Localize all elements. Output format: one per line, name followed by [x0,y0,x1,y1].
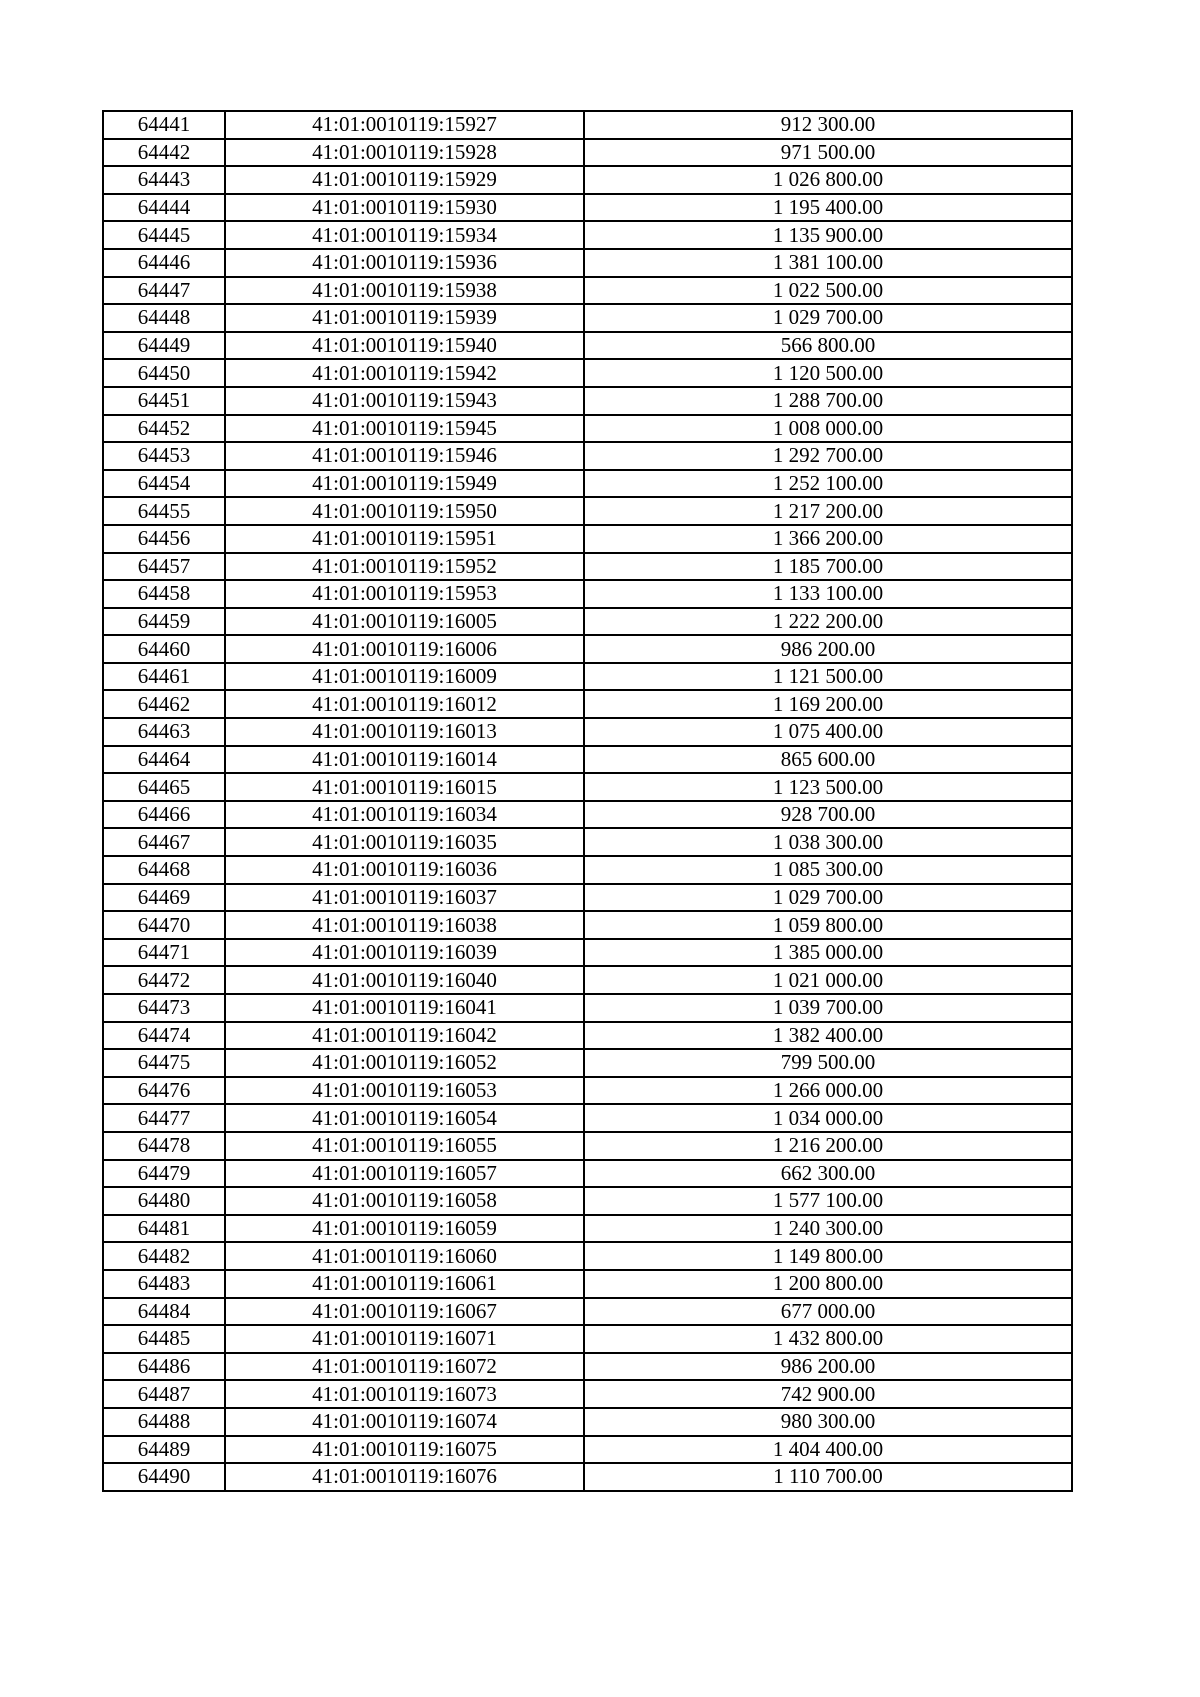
cadastral-number-cell: 41:01:0010119:15942 [225,359,584,387]
row-number-cell: 64489 [103,1436,225,1464]
cadastral-value-cell: 1 085 300.00 [584,856,1072,884]
table-row [103,111,1072,139]
table-row [103,1132,1072,1160]
table-row [103,635,1072,663]
row-number-cell: 64476 [103,1077,225,1105]
table-row [103,580,1072,608]
table-row [103,1325,1072,1353]
cadastral-number-cell: 41:01:0010119:15936 [225,249,584,277]
row-number-cell: 64464 [103,746,225,774]
cadastral-value-cell: 799 500.00 [584,1049,1072,1077]
row-number-cell: 64452 [103,415,225,443]
table-row [103,746,1072,774]
cadastral-value-cell: 1 185 700.00 [584,553,1072,581]
row-number-cell: 64457 [103,553,225,581]
cadastral-value-cell: 986 200.00 [584,1353,1072,1381]
row-number-cell: 64453 [103,442,225,470]
row-number-cell: 64454 [103,470,225,498]
cadastral-value-cell: 742 900.00 [584,1380,1072,1408]
table-row [103,497,1072,525]
table-row [103,718,1072,746]
row-number-cell: 64473 [103,994,225,1022]
table-row [103,1353,1072,1381]
cadastral-value-cell: 1 266 000.00 [584,1077,1072,1105]
row-number-cell: 64488 [103,1408,225,1436]
table-row [103,939,1072,967]
cadastral-value-cell: 1 432 800.00 [584,1325,1072,1353]
table-row [103,911,1072,939]
row-number-cell: 64484 [103,1298,225,1326]
cadastral-number-cell: 41:01:0010119:16060 [225,1242,584,1270]
cadastral-value-cell: 1 133 100.00 [584,580,1072,608]
row-number-cell: 64459 [103,608,225,636]
table-row [103,663,1072,691]
table-row [103,1270,1072,1298]
cadastral-number-cell: 41:01:0010119:15934 [225,221,584,249]
cadastral-value-cell: 912 300.00 [584,111,1072,139]
cadastral-value-cell: 1 120 500.00 [584,359,1072,387]
row-number-cell: 64486 [103,1353,225,1381]
cadastral-number-cell: 41:01:0010119:15943 [225,387,584,415]
row-number-cell: 64470 [103,911,225,939]
row-number-cell: 64472 [103,966,225,994]
cadastral-number-cell: 41:01:0010119:15949 [225,470,584,498]
row-number-cell: 64461 [103,663,225,691]
cadastral-value-cell: 1 022 500.00 [584,277,1072,305]
cadastral-value-cell: 1 169 200.00 [584,690,1072,718]
cadastral-number-cell: 41:01:0010119:16012 [225,690,584,718]
cadastral-value-cell: 980 300.00 [584,1408,1072,1436]
table-row [103,1463,1072,1491]
cadastral-number-cell: 41:01:0010119:15927 [225,111,584,139]
table-row [103,553,1072,581]
row-number-cell: 64481 [103,1215,225,1243]
row-number-cell: 64474 [103,1022,225,1050]
cadastral-value-cell: 1 008 000.00 [584,415,1072,443]
table-row [103,359,1072,387]
table-row [103,801,1072,829]
cadastral-number-cell: 41:01:0010119:15951 [225,525,584,553]
cadastral-number-cell: 41:01:0010119:15938 [225,277,584,305]
row-number-cell: 64483 [103,1270,225,1298]
cadastral-number-cell: 41:01:0010119:15953 [225,580,584,608]
cadastral-number-cell: 41:01:0010119:16038 [225,911,584,939]
cadastral-value-cell: 1 385 000.00 [584,939,1072,967]
table-row [103,387,1072,415]
cadastral-value-cell: 1 404 400.00 [584,1436,1072,1464]
row-number-cell: 64477 [103,1104,225,1132]
table-row [103,442,1072,470]
cadastral-value-cell: 1 039 700.00 [584,994,1072,1022]
row-number-cell: 64443 [103,166,225,194]
table-row [103,1298,1072,1326]
table-row [103,1104,1072,1132]
row-number-cell: 64468 [103,856,225,884]
cadastral-value-cell: 1 240 300.00 [584,1215,1072,1243]
table-row [103,1077,1072,1105]
cadastral-number-cell: 41:01:0010119:15929 [225,166,584,194]
cadastral-number-cell: 41:01:0010119:16015 [225,773,584,801]
table-row [103,1187,1072,1215]
row-number-cell: 64449 [103,332,225,360]
row-number-cell: 64490 [103,1463,225,1491]
row-number-cell: 64444 [103,194,225,222]
cadastral-number-cell: 41:01:0010119:16013 [225,718,584,746]
row-number-cell: 64469 [103,884,225,912]
cadastral-number-cell: 41:01:0010119:16034 [225,801,584,829]
row-number-cell: 64455 [103,497,225,525]
table-row [103,1408,1072,1436]
cadastral-value-cell: 1 252 100.00 [584,470,1072,498]
cadastral-value-cell: 1 292 700.00 [584,442,1072,470]
cadastral-value-cell: 1 029 700.00 [584,884,1072,912]
row-number-cell: 64445 [103,221,225,249]
cadastral-number-cell: 41:01:0010119:16042 [225,1022,584,1050]
cadastral-number-cell: 41:01:0010119:16071 [225,1325,584,1353]
row-number-cell: 64458 [103,580,225,608]
cadastral-number-cell: 41:01:0010119:15928 [225,139,584,167]
row-number-cell: 64456 [103,525,225,553]
cadastral-value-cell: 1 195 400.00 [584,194,1072,222]
cadastral-value-table [102,110,1073,1492]
row-number-cell: 64460 [103,635,225,663]
row-number-cell: 64475 [103,1049,225,1077]
row-number-cell: 64442 [103,139,225,167]
table-row [103,525,1072,553]
cadastral-value-cell: 566 800.00 [584,332,1072,360]
table-row [103,884,1072,912]
row-number-cell: 64448 [103,304,225,332]
cadastral-value-cell: 986 200.00 [584,635,1072,663]
cadastral-value-cell: 1 038 300.00 [584,828,1072,856]
cadastral-number-cell: 41:01:0010119:16061 [225,1270,584,1298]
cadastral-value-cell: 928 700.00 [584,801,1072,829]
cadastral-number-cell: 41:01:0010119:15930 [225,194,584,222]
table-row [103,1215,1072,1243]
cadastral-number-cell: 41:01:0010119:16067 [225,1298,584,1326]
cadastral-number-cell: 41:01:0010119:16055 [225,1132,584,1160]
table-row [103,856,1072,884]
cadastral-value-cell: 1 029 700.00 [584,304,1072,332]
cadastral-number-cell: 41:01:0010119:15946 [225,442,584,470]
cadastral-number-cell: 41:01:0010119:16057 [225,1160,584,1188]
cadastral-value-cell: 865 600.00 [584,746,1072,774]
cadastral-number-cell: 41:01:0010119:15952 [225,553,584,581]
row-number-cell: 64463 [103,718,225,746]
row-number-cell: 64466 [103,801,225,829]
table-row [103,139,1072,167]
cadastral-number-cell: 41:01:0010119:16073 [225,1380,584,1408]
row-number-cell: 64447 [103,277,225,305]
cadastral-number-cell: 41:01:0010119:16059 [225,1215,584,1243]
table-row [103,1242,1072,1270]
table-row [103,690,1072,718]
cadastral-value-cell: 1 021 000.00 [584,966,1072,994]
cadastral-value-cell: 1 200 800.00 [584,1270,1072,1298]
cadastral-number-cell: 41:01:0010119:16076 [225,1463,584,1491]
table-row [103,994,1072,1022]
row-number-cell: 64450 [103,359,225,387]
cadastral-value-cell: 1 034 000.00 [584,1104,1072,1132]
cadastral-value-cell: 1 366 200.00 [584,525,1072,553]
table-row [103,1436,1072,1464]
cadastral-number-cell: 41:01:0010119:16040 [225,966,584,994]
cadastral-number-cell: 41:01:0010119:16009 [225,663,584,691]
cadastral-value-cell: 1 121 500.00 [584,663,1072,691]
row-number-cell: 64478 [103,1132,225,1160]
cadastral-number-cell: 41:01:0010119:16072 [225,1353,584,1381]
table-row [103,415,1072,443]
row-number-cell: 64480 [103,1187,225,1215]
cadastral-number-cell: 41:01:0010119:16037 [225,884,584,912]
cadastral-number-cell: 41:01:0010119:16058 [225,1187,584,1215]
table-row [103,470,1072,498]
cadastral-number-cell: 41:01:0010119:15950 [225,497,584,525]
cadastral-value-cell: 1 222 200.00 [584,608,1072,636]
cadastral-number-cell: 41:01:0010119:16006 [225,635,584,663]
row-number-cell: 64467 [103,828,225,856]
cadastral-value-cell: 1 135 900.00 [584,221,1072,249]
table-row [103,828,1072,856]
table-row [103,1380,1072,1408]
row-number-cell: 64485 [103,1325,225,1353]
table-row [103,1022,1072,1050]
row-number-cell: 64462 [103,690,225,718]
cadastral-number-cell: 41:01:0010119:16035 [225,828,584,856]
cadastral-number-cell: 41:01:0010119:15939 [225,304,584,332]
cadastral-number-cell: 41:01:0010119:16052 [225,1049,584,1077]
table-row [103,773,1072,801]
cadastral-number-cell: 41:01:0010119:16014 [225,746,584,774]
row-number-cell: 64441 [103,111,225,139]
table-row [103,194,1072,222]
cadastral-value-cell: 1 217 200.00 [584,497,1072,525]
row-number-cell: 64465 [103,773,225,801]
cadastral-number-cell: 41:01:0010119:15945 [225,415,584,443]
cadastral-value-cell: 1 059 800.00 [584,911,1072,939]
cadastral-value-cell: 662 300.00 [584,1160,1072,1188]
cadastral-number-cell: 41:01:0010119:16053 [225,1077,584,1105]
cadastral-value-cell: 1 216 200.00 [584,1132,1072,1160]
table-row [103,608,1072,636]
cadastral-value-cell: 1 026 800.00 [584,166,1072,194]
cadastral-number-cell: 41:01:0010119:16041 [225,994,584,1022]
table-body [103,111,1072,1491]
row-number-cell: 64479 [103,1160,225,1188]
table-row [103,1049,1072,1077]
cadastral-number-cell: 41:01:0010119:16039 [225,939,584,967]
cadastral-number-cell: 41:01:0010119:16005 [225,608,584,636]
cadastral-number-cell: 41:01:0010119:16074 [225,1408,584,1436]
cadastral-number-cell: 41:01:0010119:16036 [225,856,584,884]
table-row [103,1160,1072,1188]
row-number-cell: 64482 [103,1242,225,1270]
cadastral-number-cell: 41:01:0010119:15940 [225,332,584,360]
table-row [103,221,1072,249]
cadastral-value-cell: 1 123 500.00 [584,773,1072,801]
row-number-cell: 64451 [103,387,225,415]
cadastral-value-cell: 1 075 400.00 [584,718,1072,746]
cadastral-value-cell: 1 110 700.00 [584,1463,1072,1491]
cadastral-number-cell: 41:01:0010119:16054 [225,1104,584,1132]
cadastral-value-cell: 1 382 400.00 [584,1022,1072,1050]
row-number-cell: 64446 [103,249,225,277]
table-row [103,249,1072,277]
table-row [103,304,1072,332]
table-row [103,166,1072,194]
cadastral-value-cell: 1 149 800.00 [584,1242,1072,1270]
cadastral-value-cell: 1 288 700.00 [584,387,1072,415]
table-row [103,966,1072,994]
cadastral-value-cell: 1 577 100.00 [584,1187,1072,1215]
cadastral-value-cell: 677 000.00 [584,1298,1072,1326]
row-number-cell: 64471 [103,939,225,967]
cadastral-number-cell: 41:01:0010119:16075 [225,1436,584,1464]
cadastral-value-cell: 1 381 100.00 [584,249,1072,277]
row-number-cell: 64487 [103,1380,225,1408]
table-row [103,332,1072,360]
table-row [103,277,1072,305]
cadastral-value-cell: 971 500.00 [584,139,1072,167]
